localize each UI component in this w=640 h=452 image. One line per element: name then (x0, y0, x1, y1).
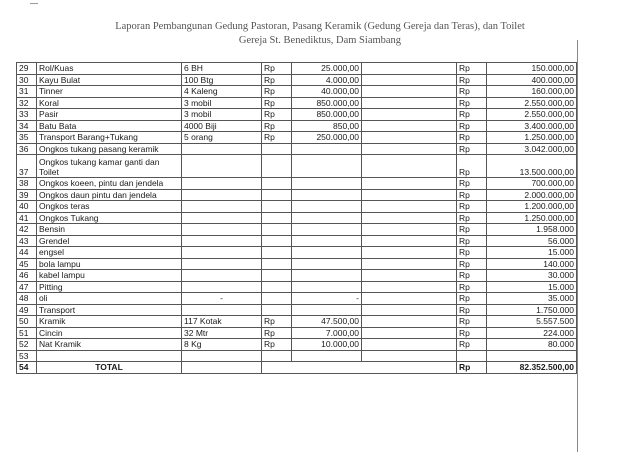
total-amount: 56.000 (487, 235, 577, 247)
spacer-cell (362, 339, 457, 351)
unit-price-currency (262, 201, 292, 213)
unit-price (292, 155, 362, 178)
quantity: 3 mobil (182, 109, 262, 121)
quantity (182, 155, 262, 178)
unit-price-currency: Rp (262, 339, 292, 351)
unit-price-currency: Rp (262, 132, 292, 144)
row-number: 48 (17, 293, 37, 305)
spacer-cell (362, 247, 457, 259)
unit-price-currency (262, 281, 292, 293)
unit-price (292, 270, 362, 282)
unit-price (292, 281, 362, 293)
quantity: 4 Kaleng (182, 86, 262, 98)
row-number: 39 (17, 189, 37, 201)
unit-price (292, 224, 362, 236)
unit-price: 40.000,00 (292, 86, 362, 98)
item-name: Ongkos Tukang (37, 212, 182, 224)
expense-table-body (17, 63, 577, 374)
spacer-cell (362, 63, 457, 75)
total-amount: 3.400.000,00 (487, 120, 577, 132)
spacer-cell (362, 258, 457, 270)
spacer-cell (362, 74, 457, 86)
spacer-cell (362, 178, 457, 190)
row-number: 33 (17, 109, 37, 121)
quantity (182, 189, 262, 201)
table-row (17, 63, 577, 75)
unit-price: 850,00 (292, 120, 362, 132)
total-currency: Rp (457, 86, 487, 98)
total-currency: Rp (457, 143, 487, 155)
unit-price (292, 189, 362, 201)
row-number: 44 (17, 247, 37, 259)
unit-price (292, 235, 362, 247)
unit-price: 25.000,00 (292, 63, 362, 75)
unit-price-currency: Rp (262, 63, 292, 75)
total-currency: Rp (457, 316, 487, 328)
item-name: Koral (37, 97, 182, 109)
quantity: 32 Mtr (182, 327, 262, 339)
unit-price: 10.000,00 (292, 339, 362, 351)
row-number: 54 (17, 362, 37, 374)
unit-price-currency (262, 224, 292, 236)
quantity (182, 224, 262, 236)
spacer-cell (362, 86, 457, 98)
spacer-cell (362, 109, 457, 121)
quantity (182, 143, 262, 155)
report-subtitle: Gereja St. Benediktus, Dam Siambang (238, 35, 402, 46)
unit-price-currency: Rp (262, 120, 292, 132)
total-amount: 13.500.000,00 (487, 155, 577, 178)
row-number: 42 (17, 224, 37, 236)
total-currency (457, 350, 487, 362)
table-row (17, 143, 577, 155)
table-row (17, 178, 577, 190)
table-row (17, 97, 577, 109)
empty-cell (182, 362, 262, 374)
spacer-cell (362, 224, 457, 236)
unit-price (292, 350, 362, 362)
total-amount: 1.200.000,00 (487, 201, 577, 213)
quantity (182, 258, 262, 270)
expense-table (16, 62, 577, 374)
total-currency: Rp (457, 178, 487, 190)
total-currency: Rp (457, 189, 487, 201)
spacer-cell (362, 316, 457, 328)
quantity: - (182, 293, 262, 305)
row-number: 35 (17, 132, 37, 144)
unit-price: 850.000,00 (292, 97, 362, 109)
row-number: 53 (17, 350, 37, 362)
row-number: 45 (17, 258, 37, 270)
table-row (17, 327, 577, 339)
quantity: 8 Kg (182, 339, 262, 351)
row-number: 47 (17, 281, 37, 293)
row-number: 46 (17, 270, 37, 282)
unit-price-currency (262, 143, 292, 155)
unit-price-currency: Rp (262, 74, 292, 86)
unit-price: 47.500,00 (292, 316, 362, 328)
total-amount: 1.958.000 (487, 224, 577, 236)
unit-price-currency (262, 270, 292, 282)
quantity (182, 270, 262, 282)
row-number: 51 (17, 327, 37, 339)
spacer-cell (362, 293, 457, 305)
item-name: Rol/Kuas (37, 63, 182, 75)
item-name: Kayu Bulat (37, 74, 182, 86)
table-row (17, 132, 577, 144)
item-name: Ongkos daun pintu dan jendela (37, 189, 182, 201)
unit-price-currency: Rp (262, 316, 292, 328)
unit-price (292, 247, 362, 259)
spacer-cell (362, 212, 457, 224)
unit-price-currency (262, 350, 292, 362)
row-number: 32 (17, 97, 37, 109)
total-amount: 700.000,00 (487, 178, 577, 190)
spacer-cell (362, 132, 457, 144)
unit-price-currency (262, 247, 292, 259)
table-row (17, 304, 577, 316)
table-row (17, 109, 577, 121)
spacer-cell (362, 155, 457, 178)
unit-price-currency: Rp (262, 97, 292, 109)
table-row (17, 189, 577, 201)
item-name: Pasir (37, 109, 182, 121)
total-currency: Rp (457, 258, 487, 270)
item-name: engsel (37, 247, 182, 259)
quantity (182, 201, 262, 213)
total-amount: 15.000 (487, 247, 577, 259)
spacer-cell (362, 97, 457, 109)
total-currency: Rp (457, 247, 487, 259)
total-currency: Rp (457, 327, 487, 339)
item-name: Transport (37, 304, 182, 316)
quantity (182, 212, 262, 224)
spacer-cell (362, 189, 457, 201)
total-currency: Rp (457, 304, 487, 316)
item-name: Batu Bata (37, 120, 182, 132)
row-number: 30 (17, 74, 37, 86)
unit-price (292, 201, 362, 213)
unit-price: - (292, 293, 362, 305)
row-number: 52 (17, 339, 37, 351)
spacer-cell (362, 304, 457, 316)
total-currency: Rp (457, 97, 487, 109)
spacer-cell (362, 201, 457, 213)
quantity: 117 Kotak (182, 316, 262, 328)
table-row (17, 247, 577, 259)
table-row (17, 224, 577, 236)
total-amount: 1.750.000 (487, 304, 577, 316)
item-name (37, 350, 182, 362)
quantity: 6 BH (182, 63, 262, 75)
total-amount: 80.000 (487, 339, 577, 351)
table-row (17, 258, 577, 270)
item-name-text: Ongkos tukang kamar ganti dan Toilet (39, 157, 160, 177)
unit-price-currency (262, 212, 292, 224)
row-number: 49 (17, 304, 37, 316)
quantity (182, 350, 262, 362)
total-currency: Rp (457, 109, 487, 121)
table-row (17, 350, 577, 362)
page-edge-line (577, 40, 578, 452)
item-name: Cincin (37, 327, 182, 339)
item-name: kabel lampu (37, 270, 182, 282)
quantity: 5 orang (182, 132, 262, 144)
item-name: Ongkos koeen, pintu dan jendela (37, 178, 182, 190)
unit-price: 850.000,00 (292, 109, 362, 121)
item-name: Ongkos teras (37, 201, 182, 213)
table-row (17, 281, 577, 293)
table-row (17, 74, 577, 86)
item-name: Bensin (37, 224, 182, 236)
row-number: 29 (17, 63, 37, 75)
total-currency: Rp (457, 339, 487, 351)
unit-price-currency (262, 235, 292, 247)
total-currency: Rp (457, 281, 487, 293)
spacer-cell (362, 350, 457, 362)
unit-price-currency (262, 178, 292, 190)
quantity: 3 mobil (182, 97, 262, 109)
total-label: TOTAL (37, 362, 182, 374)
page-header (0, 20, 640, 48)
total-amount (487, 350, 577, 362)
total-amount: 5.557.500 (487, 316, 577, 328)
item-name: Transport Barang+Tukang (37, 132, 182, 144)
unit-price (292, 304, 362, 316)
row-number: 41 (17, 212, 37, 224)
total-currency: Rp (457, 120, 487, 132)
spacer-cell (362, 143, 457, 155)
spacer-cell (362, 281, 457, 293)
total-amount: 15.000 (487, 281, 577, 293)
row-number: 37 (17, 155, 37, 178)
unit-price-currency (262, 304, 292, 316)
total-currency: Rp (457, 235, 487, 247)
total-row (17, 362, 577, 374)
grand-total-amount: 82.352.500,00 (487, 362, 577, 374)
total-amount: 2.000.000,00 (487, 189, 577, 201)
unit-price: 250.000,00 (292, 132, 362, 144)
item-name: Ongkos tukang pasang keramik (37, 143, 182, 155)
row-number: 40 (17, 201, 37, 213)
table-row (17, 293, 577, 305)
quantity (182, 304, 262, 316)
unit-price-currency: Rp (262, 327, 292, 339)
total-currency: Rp (457, 155, 487, 178)
total-currency: Rp (457, 132, 487, 144)
quantity (182, 281, 262, 293)
table-row (17, 316, 577, 328)
row-number: 34 (17, 120, 37, 132)
item-name: Tinner (37, 86, 182, 98)
total-amount: 30.000 (487, 270, 577, 282)
total-amount: 150.000,00 (487, 63, 577, 75)
table-row (17, 270, 577, 282)
unit-price-currency (262, 293, 292, 305)
row-number: 36 (17, 143, 37, 155)
table-row (17, 339, 577, 351)
total-amount: 35.000 (487, 293, 577, 305)
unit-price-currency (262, 258, 292, 270)
unit-price-currency: Rp (262, 109, 292, 121)
item-name: bola lampu (37, 258, 182, 270)
total-currency: Rp (457, 362, 487, 374)
total-currency: Rp (457, 63, 487, 75)
total-currency: Rp (457, 201, 487, 213)
report-title: Laporan Pembangunan Gedung Pastoran, Pasang Keramik (Gedung Gereja dan Teras), dan Toilet (115, 21, 525, 32)
spacer-cell (362, 327, 457, 339)
unit-price: 7.000,00 (292, 327, 362, 339)
quantity (182, 178, 262, 190)
total-currency: Rp (457, 270, 487, 282)
unit-price-currency (262, 189, 292, 201)
spacer-cell (362, 120, 457, 132)
quantity: 100 Btg (182, 74, 262, 86)
row-number: 31 (17, 86, 37, 98)
total-amount: 140.000 (487, 258, 577, 270)
spacer-cell (362, 270, 457, 282)
total-amount: 1.250.000,00 (487, 212, 577, 224)
row-number: 38 (17, 178, 37, 190)
item-name: Pitting (37, 281, 182, 293)
item-name: Grendel (37, 235, 182, 247)
unit-price (292, 178, 362, 190)
item-name: Nat Kramik (37, 339, 182, 351)
table-row (17, 235, 577, 247)
total-currency: Rp (457, 293, 487, 305)
unit-price: 4.000,00 (292, 74, 362, 86)
total-currency: Rp (457, 74, 487, 86)
total-amount: 1.250.000,00 (487, 132, 577, 144)
unit-price-currency: Rp (262, 86, 292, 98)
spacer-cell (362, 235, 457, 247)
item-name (37, 155, 182, 178)
total-amount: 224.000 (487, 327, 577, 339)
table-row (17, 86, 577, 98)
unit-price (292, 143, 362, 155)
table-row (17, 155, 577, 178)
total-amount: 2.550.000,00 (487, 109, 577, 121)
quantity: 4000 Biji (182, 120, 262, 132)
quantity (182, 235, 262, 247)
quantity (182, 247, 262, 259)
total-amount: 400.000,00 (487, 74, 577, 86)
item-name: Kramik (37, 316, 182, 328)
item-name: oli (37, 293, 182, 305)
row-number: 50 (17, 316, 37, 328)
unit-price-currency (262, 155, 292, 178)
unit-price (292, 258, 362, 270)
total-currency: Rp (457, 224, 487, 236)
total-currency: Rp (457, 212, 487, 224)
row-number: 43 (17, 235, 37, 247)
scan-mark (30, 3, 38, 4)
total-amount: 2.550.000,00 (487, 97, 577, 109)
table-row (17, 212, 577, 224)
unit-price (292, 212, 362, 224)
total-amount: 3.042.000,00 (487, 143, 577, 155)
total-amount: 160.000,00 (487, 86, 577, 98)
empty-cell (262, 362, 457, 374)
table-row (17, 120, 577, 132)
table-row (17, 201, 577, 213)
